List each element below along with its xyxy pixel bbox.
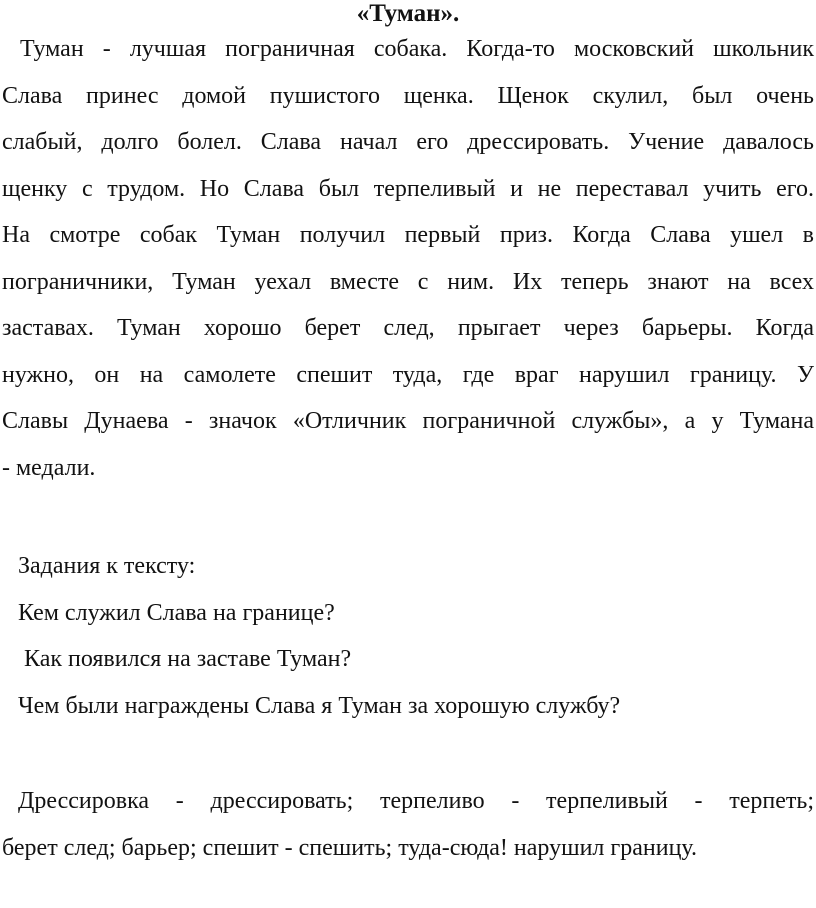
vocabulary-line: Дрессировка - дрессировать; терпеливо - терпеливый - терпеть; xyxy=(18,788,814,814)
vocabulary-line: берет след; барьер; спешит - спешить; туда-сюда! нарушил границу. xyxy=(2,834,698,861)
story-line: - медали. xyxy=(2,454,96,481)
task-line: Чем были награждены Слава я Туман за хорошую службу? xyxy=(18,692,621,719)
story-line: нужно, он на самолете спешит туда, где враг нарушил границу. У xyxy=(2,361,814,388)
story-line: слабый, долго болел. Слава начал его дрессировать. Учение давалось xyxy=(2,129,814,155)
story-line: заставах. Туман хорошо берет след, прыгает через барьеры. Когда xyxy=(2,315,814,341)
story-line: На смотре собак Туман получил первый приз. Когда Слава ушел в xyxy=(2,222,814,248)
story-line: Славы Дунаева - значок «Отличник пограничной службы», а у Тумана xyxy=(2,408,814,434)
vocabulary-paragraph xyxy=(2,778,814,871)
story-line: пограничники, Туман уехал вместе с ним. Их теперь знают на всех xyxy=(2,268,814,295)
task-line: Кем служил Слава на границе? xyxy=(18,599,335,626)
story-line: щенку с трудом. Но Слава был терпеливый и не переставал учить его. xyxy=(2,175,814,202)
task-line: Задания к тексту: xyxy=(18,553,196,579)
task-line: Как появился на заставе Туман? xyxy=(18,646,352,672)
story-line: Туман - лучшая пограничная собака. Когда-то московский школьник xyxy=(20,36,814,62)
tasks-section xyxy=(2,543,814,729)
story-line: Слава принес домой пушистого щенка. Щенок скулил, был очень xyxy=(2,82,814,109)
story-paragraph xyxy=(2,26,814,491)
document-title: «Туман». xyxy=(356,0,460,27)
